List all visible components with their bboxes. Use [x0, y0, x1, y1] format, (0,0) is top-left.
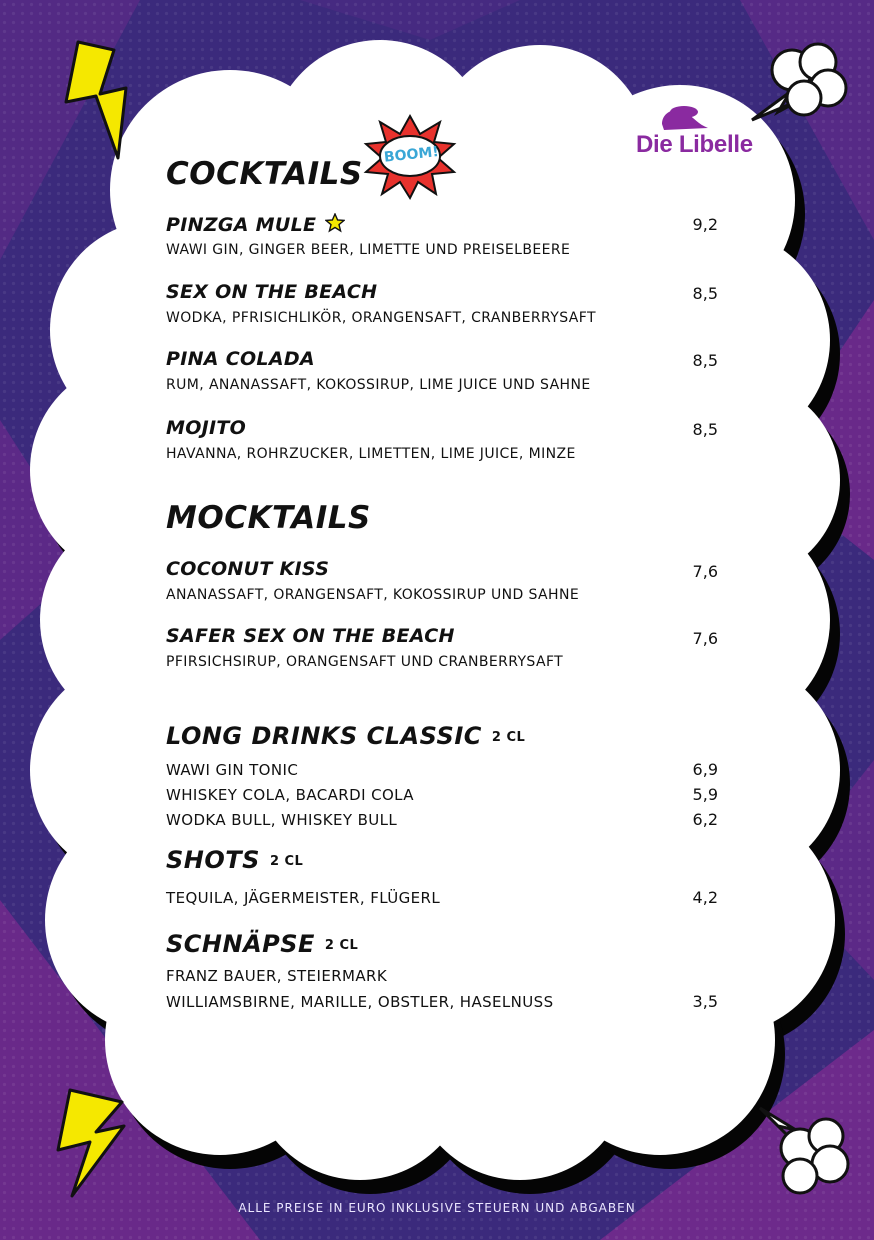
menu-item-price: 8,5 — [692, 351, 718, 370]
menu-item-price: 9,2 — [692, 215, 718, 234]
menu-item-name: WHISKEY COLA, BACARDI COLA — [166, 786, 414, 804]
section-title-mocktails: MOCKTAILS — [166, 500, 371, 536]
menu-item-description: WAWI GIN, GINGER BEER, LIMETTE UND PREISELBEERE — [166, 242, 571, 258]
menu-item-name: WAWI GIN TONIC — [166, 761, 299, 779]
section-title-schnaepse: SCHNÄPSE 2 CL — [166, 930, 359, 958]
menu-item-name: SEX ON THE BEACH — [166, 281, 378, 303]
menu-item-price: 6,2 — [692, 810, 718, 829]
menu-item-name: PINZGA MULE — [166, 213, 345, 236]
menu-item-name: WILLIAMSBIRNE, MARILLE, OBSTLER, HASELNUSS — [166, 993, 554, 1011]
menu-item-description: ANANASSAFT, ORANGENSAFT, KOKOSSIRUP UND SAHNE — [166, 587, 580, 603]
menu-item-price: 8,5 — [692, 420, 718, 439]
section-unit: 2 CL — [324, 938, 359, 953]
section-title-shots: SHOTS 2 CL — [166, 846, 304, 874]
menu-item-description: WODKA, PFRISICHLIKÖR, ORANGENSAFT, CRANBERRYSAFT — [166, 310, 596, 326]
brand-logo: Die Libelle — [636, 131, 753, 158]
menu-item-name: WODKA BULL, WHISKEY BULL — [166, 811, 398, 829]
menu-item-description: PFIRSICHSIRUP, ORANGENSAFT UND CRANBERRYSAFT — [166, 654, 564, 670]
star-icon — [325, 213, 345, 233]
menu-item-name: PINA COLADA — [166, 348, 315, 370]
section-title-cocktails: COCKTAILS — [166, 156, 363, 192]
section-unit: 2 CL — [491, 730, 526, 745]
menu-item-name: TEQUILA, JÄGERMEISTER, FLÜGERL — [166, 889, 441, 907]
menu-item-price: 8,5 — [692, 284, 718, 303]
menu-item-price: 7,6 — [692, 629, 718, 648]
menu-item-description: RUM, ANANASSAFT, KOKOSSIRUP, LIME JUICE UND SAHNE — [166, 377, 591, 393]
menu-item-price: 4,2 — [692, 888, 718, 907]
boom-badge-label: BOOM! — [383, 144, 440, 166]
section-unit: 2 CL — [269, 854, 304, 869]
menu-item-name: MOJITO — [166, 417, 247, 439]
menu-item-name: SAFER SEX ON THE BEACH — [166, 625, 455, 647]
footer-note: ALLE PREISE IN EURO INKLUSIVE STEUERN UND ABGABEN — [238, 1201, 636, 1215]
menu-item-description: HAVANNA, ROHRZUCKER, LIMETTEN, LIME JUICE, MINZE — [166, 446, 576, 462]
menu-item-price: 3,5 — [692, 992, 718, 1011]
menu-item-price: 6,9 — [692, 760, 718, 779]
menu-item-name: COCONUT KISS — [166, 558, 330, 580]
menu-item-name: FRANZ BAUER, STEIERMARK — [166, 967, 388, 985]
menu-item-price: 7,6 — [692, 562, 718, 581]
menu-item-price: 5,9 — [692, 785, 718, 804]
section-title-longdrinks: LONG DRINKS CLASSIC 2 CL — [166, 722, 526, 750]
